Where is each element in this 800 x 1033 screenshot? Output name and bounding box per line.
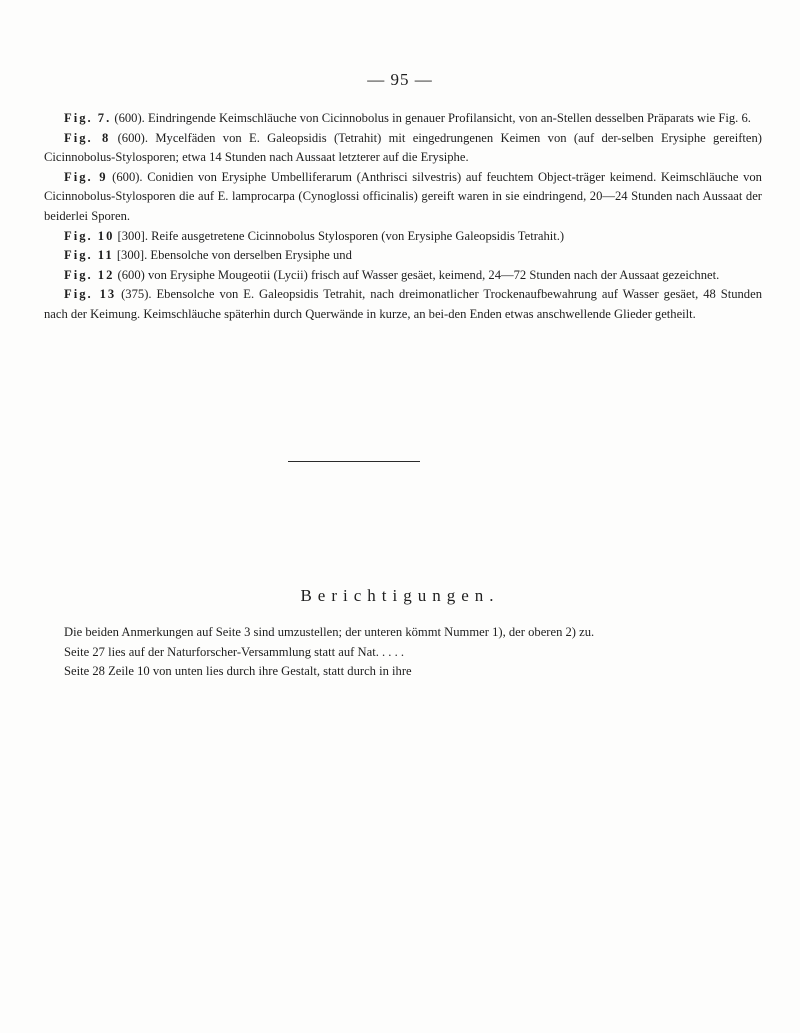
figure-caption-9	[44, 168, 762, 227]
correction-item: Seite 27 lies auf der Naturforscher-Versammlung statt auf Nat. . . . .	[64, 644, 405, 659]
figure-captions	[44, 109, 762, 325]
figure-text: [300]. Reife ausgetretene Cicinnobolus Stylosporen (von Erysiphe Galeopsidis Tetrahit.)	[117, 228, 565, 243]
page-number: — 95 —	[367, 70, 433, 89]
correction-item: Seite 28 Zeile 10 von unten lies durch ihre Gestalt, statt durch in ihre	[64, 664, 412, 679]
figure-text: (600). Conidien von Erysiphe Umbelliferarum (Anthrisci silvestris) auf feuchtem Object-träger keimend. Keimschläuche von Cicinnobolus-Stylosporen die auf E. lamprocarpa (Cynoglossi officinalis) gereift waren in sie eindringend, 20—24 Stunden nach Aussaat der beiderlei Sporen.	[44, 169, 762, 223]
correction-item: Die beiden Anmerkungen auf Seite 3 sind umzustellen; der unteren kömmt Nummer 1), der oberen 2) zu.	[64, 625, 595, 639]
corrections-list	[44, 623, 762, 682]
figure-label: Fig. 8	[64, 130, 111, 145]
section-divider	[288, 461, 420, 462]
figure-label: Fig. 11	[64, 248, 114, 263]
corrections-heading: Berichtigungen.	[300, 586, 500, 605]
figure-caption-12	[44, 266, 762, 286]
figure-text: (375). Ebensolche von E. Galeopsidis Tetrahit, nach dreimonatlicher Trockenaufbewahrung auf Wasser gesäet, 48 Stunden nach der Keimung. Keimschläuche späterhin durch Querwände in kurze, an bei-den Enden etwas anschwellende Glieder getheilt.	[44, 287, 762, 321]
figure-text: (600). Eindringende Keimschläuche von Cicinnobolus in genauer Profilansicht, von an-Stellen desselben Präparats wie Fig. 6.	[114, 111, 751, 125]
figure-text: (600). Mycelfäden von E. Galeopsidis (Tetrahit) mit eingedrungenen Keimen von (auf der-selben Erysiphe gereiften) Cicinnobolus-Stylosporen; etwa 14 Stunden nach Aussaat letzterer auf die Erysiphe.	[44, 130, 763, 165]
figure-label: Fig. 7.	[64, 111, 112, 125]
figure-caption-7	[44, 109, 762, 129]
figure-caption-10	[44, 227, 762, 247]
figure-label: Fig. 13	[64, 287, 117, 302]
figure-caption-8	[44, 129, 762, 168]
figure-text: [300]. Ebensolche von derselben Erysiphe und	[116, 248, 352, 263]
figure-caption-13	[44, 285, 762, 324]
figure-label: Fig. 12	[64, 267, 115, 282]
figure-label: Fig. 9	[64, 169, 108, 184]
figure-label: Fig. 10	[64, 228, 115, 243]
figure-text: (600) von Erysiphe Mougeotii (Lycii) frisch auf Wasser gesäet, keimend, 24—72 Stunden nach der Aussaat gezeichnet.	[117, 267, 720, 282]
figure-caption-11	[44, 246, 762, 266]
